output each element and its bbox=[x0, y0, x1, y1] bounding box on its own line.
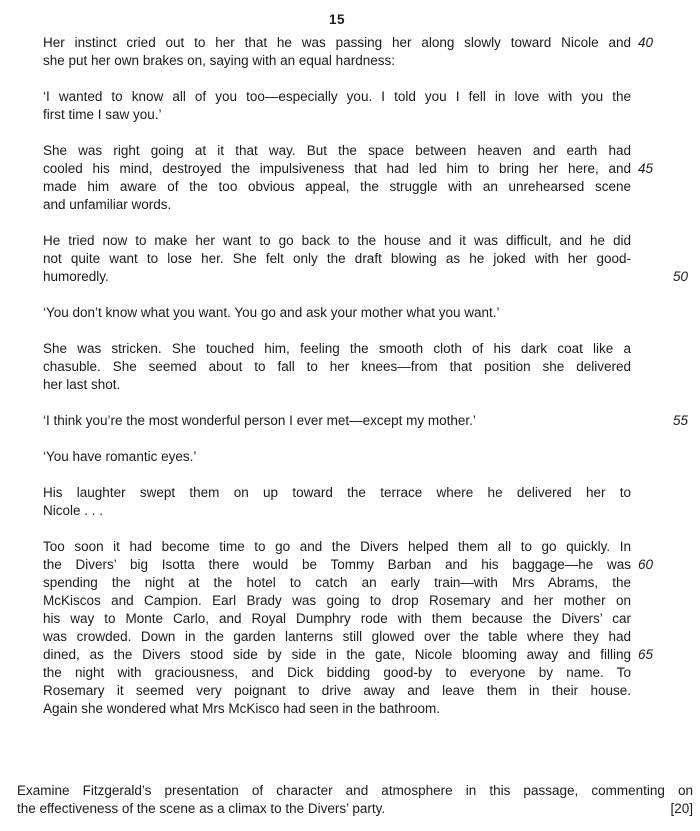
passage-line: she put her own brakes on, saying with an equal hardness: bbox=[43, 53, 395, 68]
passage-line: her last shot. bbox=[43, 377, 121, 392]
passage-paragraph bbox=[43, 412, 688, 430]
passage-paragraph bbox=[43, 142, 654, 214]
passage-line: She was right going at it that way. But the space between heaven and earth had bbox=[43, 143, 631, 158]
question-line-2-row bbox=[17, 800, 693, 818]
margin-line-number: 45 bbox=[638, 161, 654, 176]
passage-line: humoredly. 50 bbox=[43, 269, 688, 284]
passage-paragraph bbox=[43, 448, 631, 466]
passage-line: first time I saw you.’ bbox=[43, 107, 162, 122]
passage-line: Rosemary it seemed very poignant to drive away and leave them in their house. bbox=[43, 683, 631, 698]
passage-line: Nicole . . . bbox=[43, 503, 104, 518]
passage-paragraph bbox=[43, 88, 631, 124]
margin-line-number: 55 bbox=[672, 413, 688, 428]
passage-line: not quite want to lose her. She felt only the draft blowing as he joked with her good- bbox=[43, 251, 631, 266]
passage-line: was crowded. Down in the garden lanterns still glowed over the table where they had bbox=[43, 629, 631, 644]
passage-line: Again she wondered what Mrs McKisco had seen in the bathroom. bbox=[43, 701, 440, 716]
passage-line: the night with graciousness, and Dick bidding good-by to everyone by name. To bbox=[43, 665, 631, 680]
passage-line: Too soon it had become time to go and the Divers helped them all to go quickly. In bbox=[43, 539, 631, 554]
passage-line: and unfamiliar words. bbox=[43, 197, 172, 212]
question-line-1: Examine Fitzgerald’s presentation of character and atmosphere in this passage, commenting on bbox=[17, 783, 693, 798]
passage-line: He tried now to make her want to go back to the house and it was difficult, and he did bbox=[43, 233, 631, 248]
passage-text-block bbox=[43, 34, 688, 736]
margin-line-number: 40 bbox=[638, 35, 654, 50]
passage-line: ‘I think you’re the most wonderful person I ever met—except my mother.’ 55 bbox=[43, 413, 688, 428]
marks-label: [20] bbox=[670, 801, 693, 816]
passage-line: ‘I wanted to know all of you too—especially you. I told you I fell in love with you the bbox=[43, 89, 631, 104]
passage-paragraph bbox=[43, 34, 654, 70]
passage-paragraph bbox=[43, 538, 654, 718]
passage-paragraph bbox=[43, 484, 631, 520]
passage-paragraph bbox=[43, 340, 631, 394]
margin-line-number: 60 bbox=[638, 557, 654, 572]
passage-line: the Divers’ big Isotta there would be Tommy Barban and his baggage—he was 60 bbox=[43, 556, 631, 574]
page-number: 15 bbox=[328, 12, 346, 27]
passage-line: dined, as the Divers stood side by side in the gate, Nicole blooming away and filling 65 bbox=[43, 646, 631, 664]
passage-line: cooled his mind, destroyed the impulsiveness that had led him to bring her here, and 45 bbox=[43, 160, 631, 178]
passage-line: Her instinct cried out to her that he was passing her along slowly toward Nicole and 40 bbox=[43, 34, 631, 52]
margin-line-number: 65 bbox=[638, 647, 654, 662]
question-line-2: the effectiveness of the scene as a climax to the Divers’ party. bbox=[17, 801, 386, 816]
passage-line: his way to Monte Carlo, and Royal Dumphry rode with them because the Divers’ car bbox=[43, 611, 631, 626]
passage-line: McKiscos and Campion. Earl Brady was going to drop Rosemary and her mother on bbox=[43, 593, 631, 608]
passage-paragraph bbox=[43, 232, 688, 286]
passage-line: ‘You have romantic eyes.’ bbox=[43, 449, 197, 464]
passage-paragraph bbox=[43, 304, 631, 322]
passage-line: ‘You don’t know what you want. You go and ask your mother what you want.’ bbox=[43, 305, 500, 320]
passage-line: spending the night at the hotel to catch an early train—with Mrs Abrams, the bbox=[43, 575, 631, 590]
passage-line: made him aware of the too obvious appeal, the struggle with an unrehearsed scene bbox=[43, 179, 631, 194]
passage-line: chasuble. She seemed about to fall to her knees—from that position she delivered bbox=[43, 359, 631, 374]
passage-line: She was stricken. She touched him, feeling the smooth cloth of his dark coat like a bbox=[43, 341, 631, 356]
exam-question bbox=[17, 782, 693, 818]
passage-line: His laughter swept them on up toward the terrace where he delivered her to bbox=[43, 485, 631, 500]
margin-line-number: 50 bbox=[672, 269, 688, 284]
